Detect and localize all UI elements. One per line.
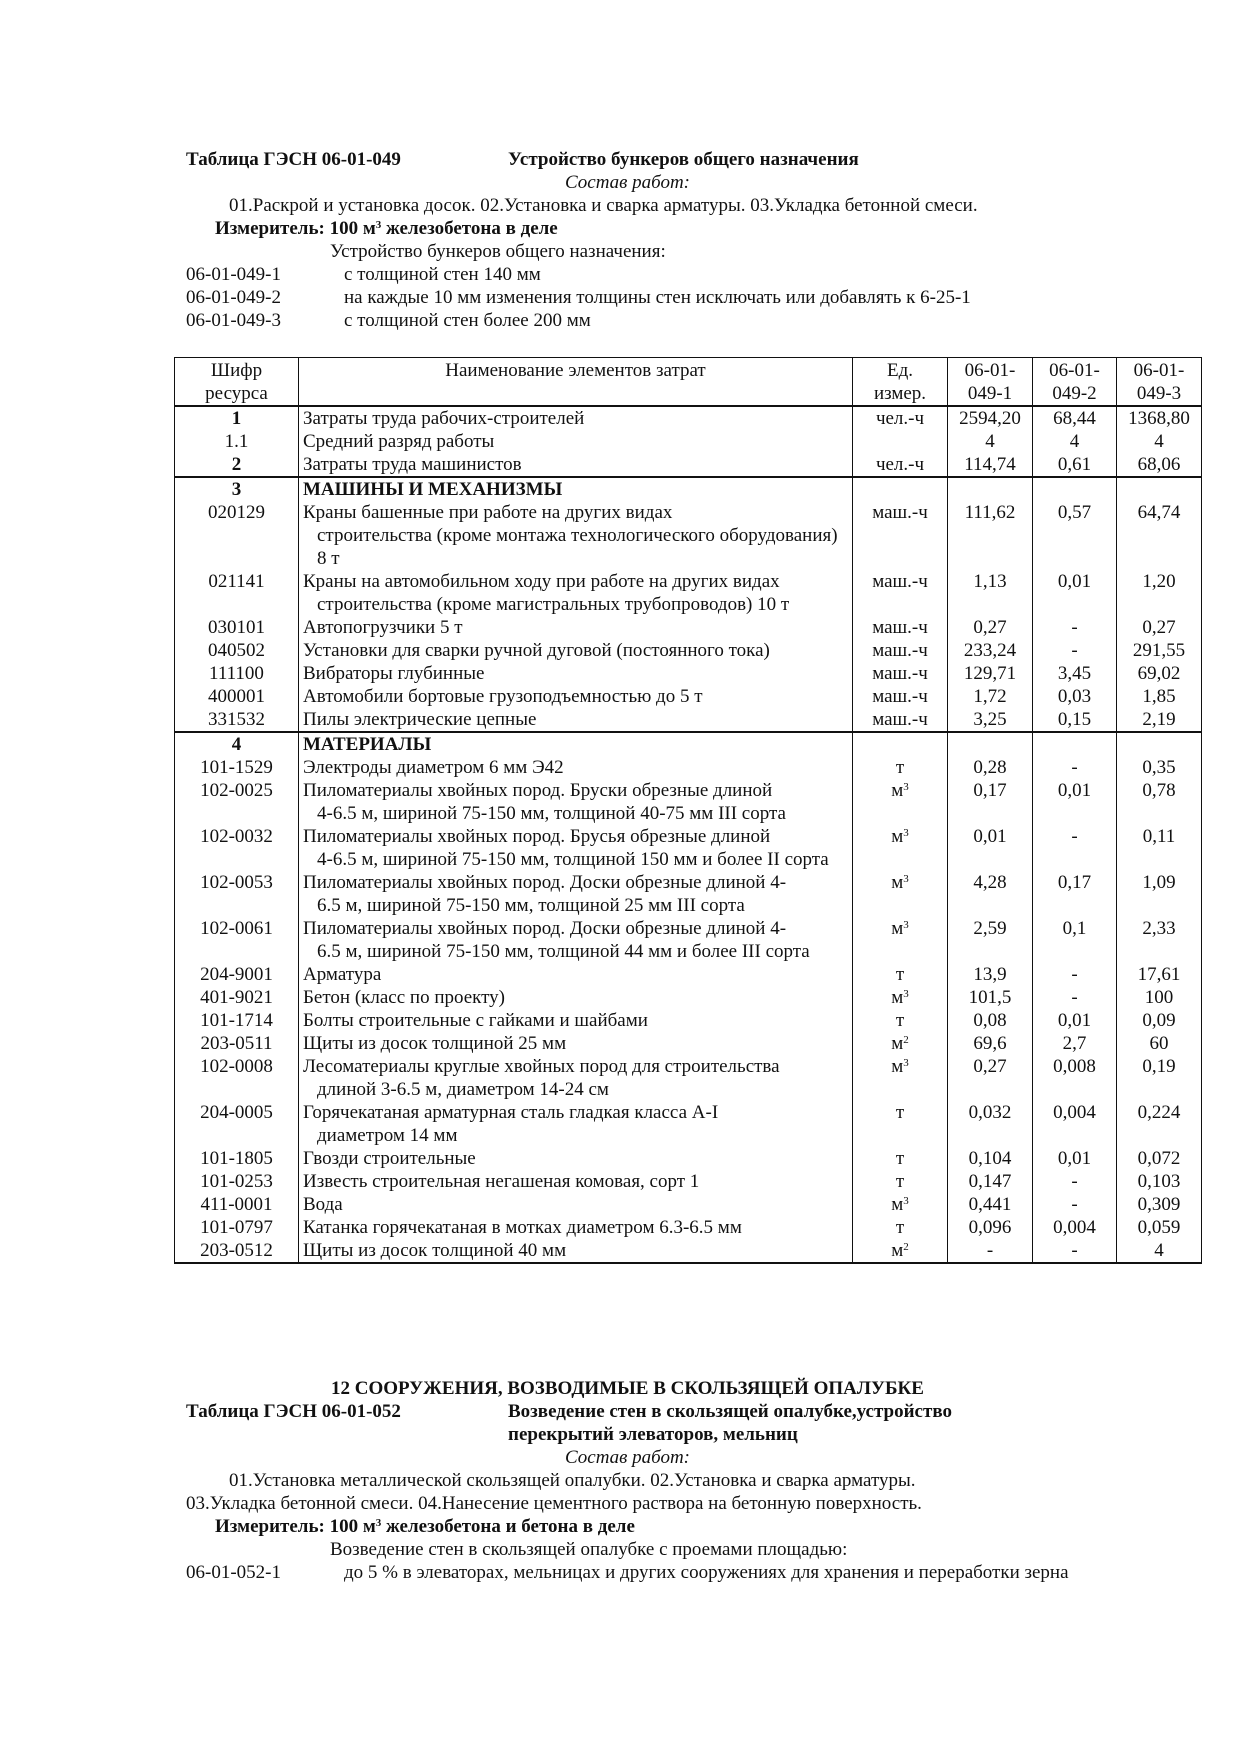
table-row xyxy=(175,1216,1202,1239)
value-variant-1: 0,147 xyxy=(948,1170,1033,1193)
resource-code: 203-0511 xyxy=(175,1032,299,1055)
table-row xyxy=(175,1239,1202,1263)
value-variant-1: 0,27 xyxy=(948,1055,1033,1101)
table-row xyxy=(175,1147,1202,1170)
resource-code: 411-0001 xyxy=(175,1193,299,1216)
resource-code: 203-0512 xyxy=(175,1239,299,1263)
value-variant-3: 64,74 xyxy=(1117,501,1202,570)
unit-of-measure: маш.-ч xyxy=(853,570,948,616)
value-variant-2: - xyxy=(1033,639,1117,662)
table-header-row xyxy=(175,358,1202,407)
resource-name: Электроды диаметром 6 мм Э42 xyxy=(299,756,853,779)
value-variant-1: 129,71 xyxy=(948,662,1033,685)
work-composition-line-2: 03.Укладка бетонной смеси. 04.Нанесение цементного раствора на бетонную поверхность. xyxy=(186,1493,922,1514)
value-variant-2: - xyxy=(1033,825,1117,871)
unit-of-measure: т xyxy=(853,963,948,986)
variant-text: на каждые 10 мм изменения толщины стен исключать или добавлять к 6-25-1 xyxy=(344,287,971,308)
table-row xyxy=(175,779,1202,825)
value-variant-1: 0,096 xyxy=(948,1216,1033,1239)
unit-of-measure: $м^3$ xyxy=(853,917,948,963)
resource-name: Щиты из досок толщиной 25 мм xyxy=(299,1032,853,1055)
variant-code: 06-01-049-2 xyxy=(186,287,281,308)
resource-name: Затраты труда машинистов xyxy=(299,453,853,477)
col-header-code: Шифр ресурса xyxy=(175,358,299,407)
resource-code: 102-0032 xyxy=(175,825,299,871)
variant-group-title: Устройство бункеров общего назначения: xyxy=(330,241,666,262)
unit-of-measure: $м^3$ xyxy=(853,871,948,917)
value-variant-1: 4 xyxy=(948,430,1033,453)
table-row xyxy=(175,570,1202,616)
resource-code: 040502 xyxy=(175,639,299,662)
resource-name: Вибраторы глубинные xyxy=(299,662,853,685)
unit-of-measure: чел.-ч xyxy=(853,406,948,430)
value-variant-3: 0,09 xyxy=(1117,1009,1202,1032)
resource-name: Пиломатериалы хвойных пород. Бруски обрезные длиной 4-6.5 м, шириной 75-150 мм, толщиной 40-75 мм III сорта xyxy=(299,779,853,825)
unit-of-measure: маш.-ч xyxy=(853,616,948,639)
value-variant-3: 1,85 xyxy=(1117,685,1202,708)
value-variant-3: 0,103 xyxy=(1117,1170,1202,1193)
table-row xyxy=(175,406,1202,430)
resource-code: 204-0005 xyxy=(175,1101,299,1147)
value-variant-1: 0,28 xyxy=(948,756,1033,779)
resource-name: Установки для сварки ручной дуговой (постоянного тока) xyxy=(299,639,853,662)
value-variant-3: 0,35 xyxy=(1117,756,1202,779)
unit-of-measure: т xyxy=(853,1170,948,1193)
value-variant-1: 2594,20 xyxy=(948,406,1033,430)
col-header-variant-1: 06-01- 049-1 xyxy=(948,358,1033,407)
value-variant-1: 114,74 xyxy=(948,453,1033,477)
value-variant-1: 0,08 xyxy=(948,1009,1033,1032)
variant-text: до 5 % в элеваторах, мельницах и других сооружениях для хранения и переработки зерна xyxy=(344,1562,1069,1583)
value-variant-2: 0,03 xyxy=(1033,685,1117,708)
table-row xyxy=(175,732,1202,756)
value-variant-2: 0,01 xyxy=(1033,779,1117,825)
value-variant-1 xyxy=(948,732,1033,756)
resource-name: МАТЕРИАЛЫ xyxy=(299,732,853,756)
value-variant-1: 0,17 xyxy=(948,779,1033,825)
resource-code: 101-0797 xyxy=(175,1216,299,1239)
table-title-line-1: Возведение стен в скользящей опалубке,устройство xyxy=(508,1401,952,1422)
unit-of-measure: $м^3$ xyxy=(853,779,948,825)
resource-name: Гвозди строительные xyxy=(299,1147,853,1170)
value-variant-3: 291,55 xyxy=(1117,639,1202,662)
value-variant-2: 0,008 xyxy=(1033,1055,1117,1101)
table-label: Таблица ГЭСН 06-01-049 xyxy=(186,149,401,170)
resource-name: Горячекатаная арматурная сталь гладкая класса А-I диаметром 14 мм xyxy=(299,1101,853,1147)
col-header-variant-3: 06-01- 049-3 xyxy=(1117,358,1202,407)
value-variant-3: 0,059 xyxy=(1117,1216,1202,1239)
unit-of-measure xyxy=(853,430,948,453)
resource-name: Вода xyxy=(299,1193,853,1216)
value-variant-1: 2,59 xyxy=(948,917,1033,963)
resource-code: 101-1714 xyxy=(175,1009,299,1032)
table-row xyxy=(175,871,1202,917)
value-variant-3: 69,02 xyxy=(1117,662,1202,685)
value-variant-2: 0,17 xyxy=(1033,871,1117,917)
value-variant-2: - xyxy=(1033,986,1117,1009)
resource-name: Арматура xyxy=(299,963,853,986)
resource-name: Катанка горячекатаная в мотках диаметром 6.3-6.5 мм xyxy=(299,1216,853,1239)
table-row xyxy=(175,430,1202,453)
resource-code: 021141 xyxy=(175,570,299,616)
value-variant-3: 0,78 xyxy=(1117,779,1202,825)
value-variant-2: 0,01 xyxy=(1033,1009,1117,1032)
table-label: Таблица ГЭСН 06-01-052 xyxy=(186,1401,401,1422)
resource-code: 102-0008 xyxy=(175,1055,299,1101)
variant-code: 06-01-052-1 xyxy=(186,1562,281,1583)
value-variant-1: 0,441 xyxy=(948,1193,1033,1216)
resource-code: 3 xyxy=(175,477,299,501)
unit-of-measure xyxy=(853,477,948,501)
variant-code: 06-01-049-3 xyxy=(186,310,281,331)
value-variant-2: 0,15 xyxy=(1033,708,1117,732)
unit-of-measure: маш.-ч xyxy=(853,708,948,732)
value-variant-2: 68,44 xyxy=(1033,406,1117,430)
table-row xyxy=(175,1009,1202,1032)
table-row xyxy=(175,825,1202,871)
value-variant-2: - xyxy=(1033,1170,1117,1193)
resource-name: Болты строительные с гайками и шайбами xyxy=(299,1009,853,1032)
unit-of-measure: т xyxy=(853,756,948,779)
value-variant-2: 0,004 xyxy=(1033,1216,1117,1239)
value-variant-2: - xyxy=(1033,1193,1117,1216)
unit-of-measure xyxy=(853,732,948,756)
value-variant-3: 1,20 xyxy=(1117,570,1202,616)
unit-of-measure: т xyxy=(853,1009,948,1032)
resource-code: 101-1805 xyxy=(175,1147,299,1170)
value-variant-1: 4,28 xyxy=(948,871,1033,917)
value-variant-1: 13,9 xyxy=(948,963,1033,986)
unit-of-measure: маш.-ч xyxy=(853,501,948,570)
value-variant-1: 69,6 xyxy=(948,1032,1033,1055)
table-row xyxy=(175,1032,1202,1055)
table-row xyxy=(175,756,1202,779)
unit-of-measure: $м^3$ xyxy=(853,986,948,1009)
variant-group-title: Возведение стен в скользящей опалубке с проемами площадью: xyxy=(330,1539,848,1560)
value-variant-3: 2,19 xyxy=(1117,708,1202,732)
value-variant-3: 0,072 xyxy=(1117,1147,1202,1170)
table-row xyxy=(175,662,1202,685)
value-variant-3: 4 xyxy=(1117,1239,1202,1263)
table-row xyxy=(175,616,1202,639)
variant-text: с толщиной стен 140 мм xyxy=(344,264,541,285)
resource-name: Автомобили бортовые грузоподъемностью до 5 т xyxy=(299,685,853,708)
value-variant-2: - xyxy=(1033,1239,1117,1263)
value-variant-1: 233,24 xyxy=(948,639,1033,662)
value-variant-3: 1,09 xyxy=(1117,871,1202,917)
resource-code: 030101 xyxy=(175,616,299,639)
resource-table xyxy=(174,357,1202,1264)
value-variant-2: - xyxy=(1033,963,1117,986)
value-variant-2: - xyxy=(1033,616,1117,639)
value-variant-2: 0,01 xyxy=(1033,1147,1117,1170)
resource-name: Затраты труда рабочих-строителей xyxy=(299,406,853,430)
value-variant-2: 2,7 xyxy=(1033,1032,1117,1055)
resource-code: 4 xyxy=(175,732,299,756)
resource-code: 1.1 xyxy=(175,430,299,453)
resource-name: Автопогрузчики 5 т xyxy=(299,616,853,639)
resource-code: 331532 xyxy=(175,708,299,732)
table-row xyxy=(175,1101,1202,1147)
work-composition-text: 01.Раскрой и установка досок. 02.Установка и сварка арматуры. 03.Укладка бетонной смеси. xyxy=(229,195,978,216)
resource-name: Щиты из досок толщиной 40 мм xyxy=(299,1239,853,1263)
table-row xyxy=(175,1193,1202,1216)
value-variant-1: 0,27 xyxy=(948,616,1033,639)
resource-code: 2 xyxy=(175,453,299,477)
value-variant-1: - xyxy=(948,1239,1033,1263)
table-row xyxy=(175,1055,1202,1101)
work-composition-header: Состав работ: xyxy=(564,172,691,193)
value-variant-1: 0,104 xyxy=(948,1147,1033,1170)
section-heading: 12 СООРУЖЕНИЯ, ВОЗВОДИМЫЕ В СКОЛЬЗЯЩЕЙ ОПАЛУБКЕ xyxy=(331,1378,924,1399)
table-title: Устройство бункеров общего назначения xyxy=(508,149,859,170)
resource-code: 102-0053 xyxy=(175,871,299,917)
resource-code: 101-1529 xyxy=(175,756,299,779)
value-variant-3: 4 xyxy=(1117,430,1202,453)
table-row xyxy=(175,501,1202,570)
value-variant-3: 1368,80 xyxy=(1117,406,1202,430)
value-variant-3: 0,27 xyxy=(1117,616,1202,639)
value-variant-2: 4 xyxy=(1033,430,1117,453)
resource-name: Пилы электрические цепные xyxy=(299,708,853,732)
col-header-unit: Ед. измер. xyxy=(853,358,948,407)
table-row xyxy=(175,685,1202,708)
col-header-name: Наименование элементов затрат xyxy=(299,358,853,407)
table-row xyxy=(175,639,1202,662)
resource-name: Пиломатериалы хвойных пород. Брусья обрезные длиной 4-6.5 м, шириной 75-150 мм, толщиной 150 мм и более II сорта xyxy=(299,825,853,871)
value-variant-2: 0,004 xyxy=(1033,1101,1117,1147)
resource-code: 111100 xyxy=(175,662,299,685)
value-variant-3: 60 xyxy=(1117,1032,1202,1055)
value-variant-3: 0,309 xyxy=(1117,1193,1202,1216)
value-variant-1: 1,13 xyxy=(948,570,1033,616)
resource-code: 400001 xyxy=(175,685,299,708)
unit-of-measure: маш.-ч xyxy=(853,662,948,685)
resource-name: Краны на автомобильном ходу при работе на других видах строительства (кроме магистральных трубопроводов) 10 т xyxy=(299,570,853,616)
value-variant-3: 2,33 xyxy=(1117,917,1202,963)
value-variant-2: - xyxy=(1033,756,1117,779)
value-variant-2: 0,61 xyxy=(1033,453,1117,477)
value-variant-2: 3,45 xyxy=(1033,662,1117,685)
table-row xyxy=(175,986,1202,1009)
variant-text: с толщиной стен более 200 мм xyxy=(344,310,591,331)
value-variant-2 xyxy=(1033,732,1117,756)
unit-of-measure: $м^2$ xyxy=(853,1032,948,1055)
resource-name: Известь строительная негашеная комовая, сорт 1 xyxy=(299,1170,853,1193)
value-variant-3: 0,11 xyxy=(1117,825,1202,871)
work-composition-header: Состав работ: xyxy=(564,1447,691,1468)
value-variant-2 xyxy=(1033,477,1117,501)
value-variant-1: 111,62 xyxy=(948,501,1033,570)
resource-name: МАШИНЫ И МЕХАНИЗМЫ xyxy=(299,477,853,501)
value-variant-2: 0,01 xyxy=(1033,570,1117,616)
value-variant-3 xyxy=(1117,732,1202,756)
resource-name: Краны башенные при работе на других видах строительства (кроме монтажа технологического оборудования) 8 т xyxy=(299,501,853,570)
resource-name: Пиломатериалы хвойных пород. Доски обрезные длиной 4- 6.5 м, шириной 75-150 мм, толщиной 25 мм III сорта xyxy=(299,871,853,917)
unit-of-measure: маш.-ч xyxy=(853,639,948,662)
unit-of-measure: $м^2$ xyxy=(853,1239,948,1263)
table-row xyxy=(175,453,1202,477)
resource-code: 102-0025 xyxy=(175,779,299,825)
resource-code: 102-0061 xyxy=(175,917,299,963)
value-variant-1: 3,25 xyxy=(948,708,1033,732)
unit-of-measure: $м^3$ xyxy=(853,825,948,871)
resource-name: Пиломатериалы хвойных пород. Доски обрезные длиной 4- 6.5 м, шириной 75-150 мм, толщиной 44 мм и более III сорта xyxy=(299,917,853,963)
table-row xyxy=(175,708,1202,732)
value-variant-1: 1,72 xyxy=(948,685,1033,708)
value-variant-1: 101,5 xyxy=(948,986,1033,1009)
resource-name: Лесоматериалы круглые хвойных пород для строительства длиной 3-6.5 м, диаметром 14-24 см xyxy=(299,1055,853,1101)
value-variant-1 xyxy=(948,477,1033,501)
resource-name: Средний разряд работы xyxy=(299,430,853,453)
measure-unit: Измеритель: 100 $м^3$ железобетона и бетона в деле xyxy=(215,1516,635,1537)
resource-code: 101-0253 xyxy=(175,1170,299,1193)
value-variant-1: 0,01 xyxy=(948,825,1033,871)
work-composition-line-1: 01.Установка металлической скользящей опалубки. 02.Установка и сварка арматуры. xyxy=(229,1470,916,1491)
variant-code: 06-01-049-1 xyxy=(186,264,281,285)
unit-of-measure: маш.-ч xyxy=(853,685,948,708)
value-variant-1: 0,032 xyxy=(948,1101,1033,1147)
unit-of-measure: т xyxy=(853,1216,948,1239)
value-variant-3 xyxy=(1117,477,1202,501)
resource-name: Бетон (класс по проекту) xyxy=(299,986,853,1009)
resource-code: 1 xyxy=(175,406,299,430)
resource-code: 401-9021 xyxy=(175,986,299,1009)
unit-of-measure: т xyxy=(853,1101,948,1147)
col-header-variant-2: 06-01- 049-2 xyxy=(1033,358,1117,407)
value-variant-3: 17,61 xyxy=(1117,963,1202,986)
table-title-line-2: перекрытий элеваторов, мельниц xyxy=(508,1424,798,1445)
unit-of-measure: $м^3$ xyxy=(853,1055,948,1101)
value-variant-3: 68,06 xyxy=(1117,453,1202,477)
value-variant-3: 100 xyxy=(1117,986,1202,1009)
unit-of-measure: т xyxy=(853,1147,948,1170)
unit-of-measure: чел.-ч xyxy=(853,453,948,477)
table-row xyxy=(175,477,1202,501)
value-variant-2: 0,57 xyxy=(1033,501,1117,570)
resource-code: 020129 xyxy=(175,501,299,570)
table-row xyxy=(175,1170,1202,1193)
measure-unit: Измеритель: 100 $м^3$ железобетона в деле xyxy=(215,218,558,239)
value-variant-3: 0,19 xyxy=(1117,1055,1202,1101)
unit-of-measure: $м^3$ xyxy=(853,1193,948,1216)
value-variant-3: 0,224 xyxy=(1117,1101,1202,1147)
resource-code: 204-9001 xyxy=(175,963,299,986)
table-row xyxy=(175,917,1202,963)
table-row xyxy=(175,963,1202,986)
value-variant-2: 0,1 xyxy=(1033,917,1117,963)
